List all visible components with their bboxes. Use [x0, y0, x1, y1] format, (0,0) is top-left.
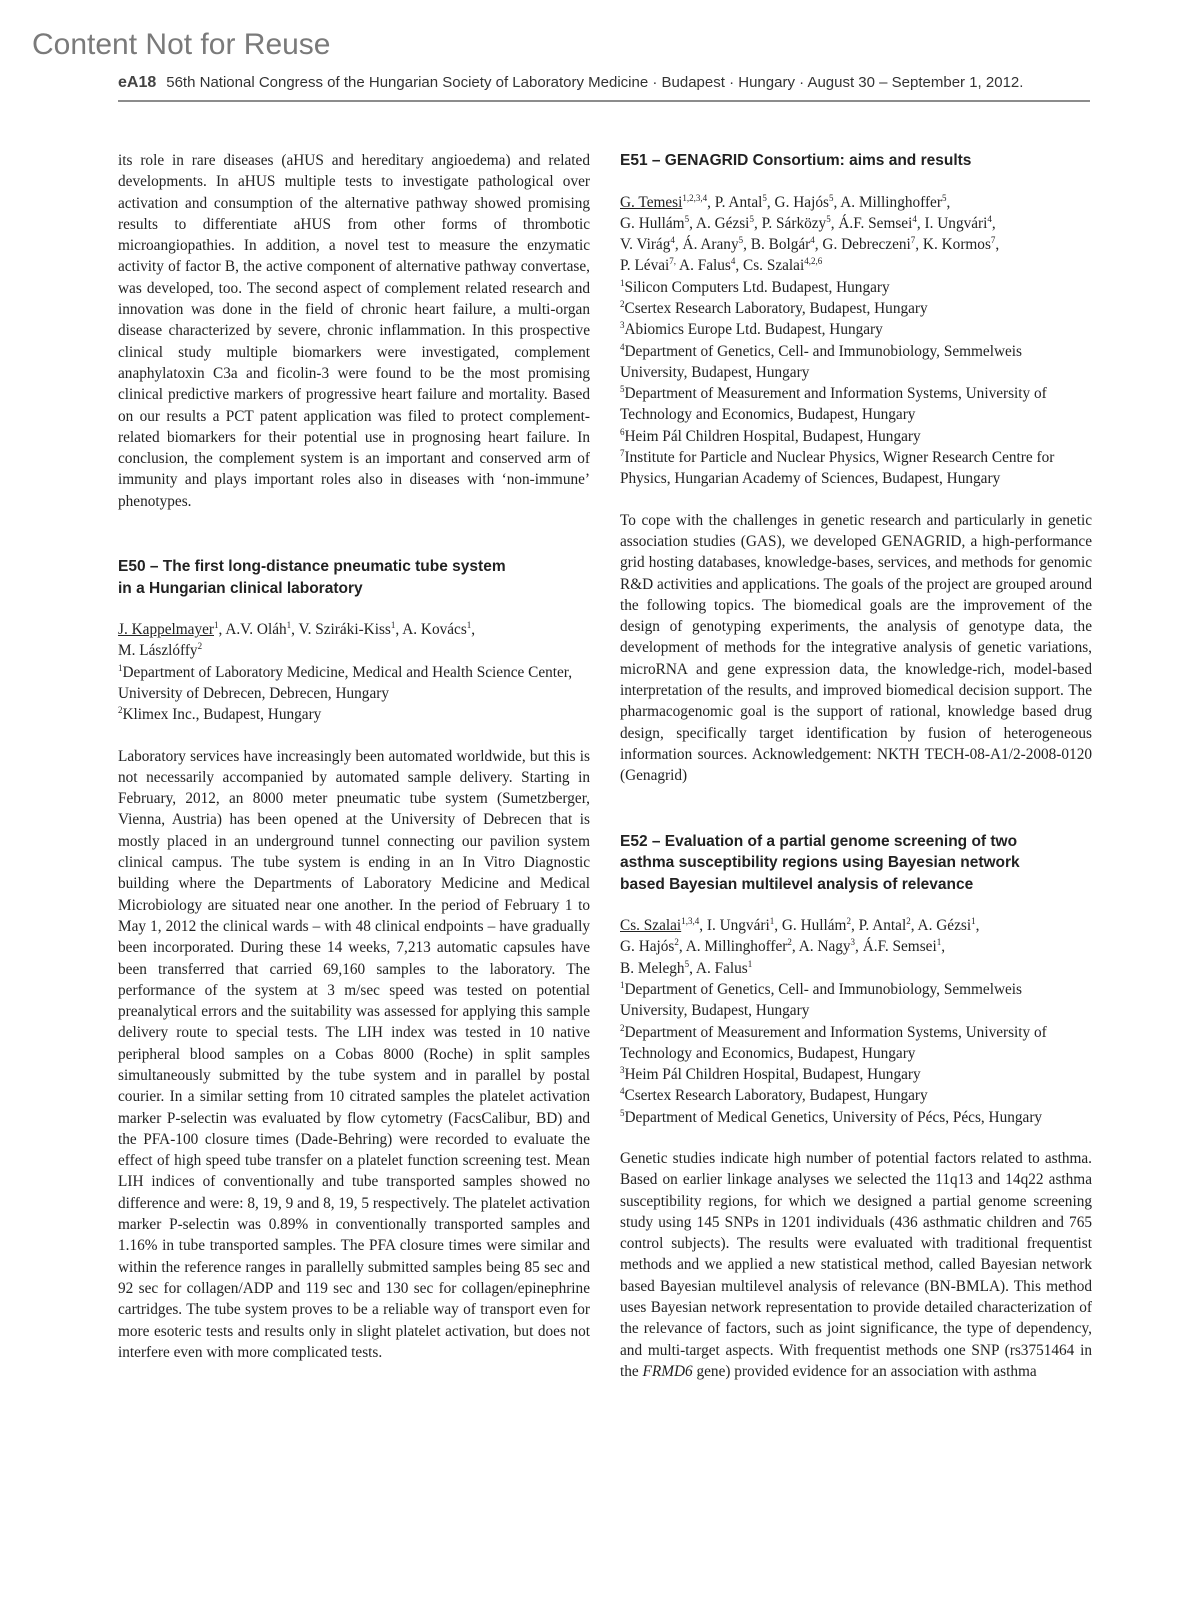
e52-body: Genetic studies indicate high number of potential factors related to asthma. Based on earlier linkage analyses we selected the 11q13 and 14q22 asthma susceptibility regions, for which we designed a partial genome screening study using 145 SNPs in 1201 individuals (436 asthmatic children and 765 control subjects). The results were evaluated with traditional frequentist methods and we applied a new statistical method, called Bayesian network based Bayesian multilevel analysis of relevance (BN-BMLA). This method uses Bayesian network representation to provide detailed characterization of the relevance of factors, such as joint significance, the type of dependency, and multi-target aspects. With frequentist methods one SNP (rs3751464 in the FRMD6 gene) provided evidence for an association with asthma: [620, 1149, 1092, 1380]
gene-name-frmd6: FRMD6: [642, 1362, 693, 1380]
abstract-e50: [118, 556, 590, 1363]
header-rule: [118, 100, 1090, 102]
running-header: [118, 74, 1090, 92]
abstract-e52: [620, 831, 1092, 1383]
page-code: eA18: [118, 74, 157, 91]
e50-authors: J. Kappelmayer$^1$, A.V. Oláh$^1$, V. Sziráki-Kiss$^1$, A. Kovács$^1$, M. Lászlóffy$^2$: [118, 619, 476, 660]
right-column: [620, 150, 1092, 1382]
e49-continuation-text: its role in rare diseases (aHUS and hereditary angioedema) and related developments. In aHUS multiple tests to investigate pathological over activation and consumption of the alternative pathway showed promising results to differentiate aHUS from other forms of thrombotic microangiopathies. In addition, a novel test to measure the enzymatic activity of factor B, the active component of alternative pathway convertase, was developed, too. The second aspect of complement related research and innovation was done in the field of chronic heart failure, a multi-organ disease characterized by severe, chronic inflammation. In this prospective clinical study multiple biomarkers were investigated, complement anaphylatoxin C3a and ficolin-3 were found to be the most promising clinical predictive markers of progressive heart failure and mortality. Based on our results a PCT patent application was filed to protect complement-related biomarkers for their potential use in prognosing heart failure. In conclusion, the complement system is an important and conserved arm of immunity and plays important roles also in diseases with ‘non-immune’ phenotypes.: [118, 152, 590, 510]
e52-authors: Cs. Szalai$^{1,3,4}$, I. Ungvári$^1$, G. Hullám$^2$, P. Antal$^2$, A. Gézsi$^1$, G. Hajós$^2$, A. Millinghoffer$^2$, A. Nagy$^3$, Á.F. Semsei$^1$, B. Melegh$^5$, A. Falus$^1$: [620, 915, 980, 977]
e50-body: Laboratory services have increasingly been automated worldwide, but this is not necessarily accompanied by automated sample delivery. Starting in February, 2012, an 8000 meter pneumatic tube system (Sumetzberger, Vienna, Austria) has been opened at the University of Debrecen that is mostly placed in an underground tunnel connecting our pavilion system clinical campus. The tube system is ending in an In Vitro Diagnostic building where the Departments of Laboratory Medicine and Medical Microbiology are situated near one another. In the period of February 1 to May 1, 2012 the clinical wards – with 48 clinical endpoints – have gradually been incorporated. During these 14 weeks, 7,213 automatic capsules have been transferred that carried 69,160 samples to the laboratory. The performance of the system at 3 m/sec speed was tested on potential preanalytical errors and the suitability was assessed for applying this sample delivery route to special tests. The LIH index was tested in 10 native peripheral blood samples on a Cobas 8000 (Roche) in split samples simultaneously submitted by the tube system and in parallel by postal courier. In a similar setting from 10 citrated samples the platelet activation marker P-selectin was evaluated by flow cytometry (FacsCalibur, BD) and the PFA-100 closure times (Dade-Behring) were recorded to evaluate the effect of high speed tube transfer on a platelet function screening test. Mean LIH indices of conventionally and tube transported samples showed no difference and were: 8, 19, 9 and 8, 19, 5 respectively. The platelet activation marker P-selectin was 0.89% in conventionally transported samples and 1.16% in tube transported samples. The PFA closure times were similar and within the reference ranges in parallelly submitted samples being 85 sec and 92 sec for collagen/ADP and 119 sec and 130 sec for collagen/epinephrine cartridges. The tube system proves to be a reliable way of transport even for more esoteric tests and results only in slight platelet activation, but does not interfere even with more complicated tests.: [118, 747, 590, 1361]
e50-affiliations: $^1$Department of Laboratory Medicine, Medical and Health Science Center, University of Debrecen, Debrecen, Hungary $^2$Klimex Inc., Budapest, Hungary: [118, 662, 573, 724]
e51-authors: G. Temesi$^{1,2,3,4}$, P. Antal$^5$, G. Hajós$^5$, A. Millinghoffer$^5$, G. Hullám$^5$, A. Gézsi$^5$, P. Sárközy$^5$, Á.F. Semsei$^4$, I. Ungvári$^4$, V. Virág$^4$, Á. Arany$^5$, B. Bolgár$^4$, G. Debreczeni$^7$, K. Kormos$^7$, P. Lévai$^{7,}$ A. Falus$^4$, Cs. Szalai$^{4,2,6}$: [620, 192, 1000, 275]
left-column: [118, 150, 590, 1363]
e52-affiliations: $^1$Department of Genetics, Cell- and Immunobiology, Semmelweis University, Budapest, Hungary $^2$Department of Measurement and Information Systems, University of Technology and Economics, Budapest, Hungary $^3$Heim Pál Children Hospital, Budapest, Hungary $^4$Csertex Research Laboratory, Budapest, Hungary $^5$Department of Medical Genetics, University of Pécs, Pécs, Hungary: [620, 979, 1047, 1126]
e51-affiliations: $^1$Silicon Computers Ltd. Budapest, Hungary $^2$Csertex Research Laboratory, Budapest, Hungary $^3$Abiomics Europe Ltd. Budapest, Hungary $^4$Department of Genetics, Cell- and Immunobiology, Semmelweis University, Budapest, Hungary $^5$Department of Measurement and Information Systems, University of Technology and Economics, Budapest, Hungary $^6$Heim Pál Children Hospital, Budapest, Hungary $^7$Institute for Particle and Nuclear Physics, Wigner Research Centre for Physics, Hungarian Academy of Sciences, Budapest, Hungary: [620, 277, 1055, 488]
e52-title: E52 – Evaluation of a partial genome screening of two asthma susceptibility regions using Bayesian network based Bayesian multilevel analysis of relevance: [620, 832, 1020, 893]
e51-title: E51 – GENAGRID Consortium: aims and results: [620, 152, 972, 169]
congress-title: 56th National Congress of the Hungarian Society of Laboratory Medicine · Budapest · Hungary · August 30 – September 1, 2012.: [166, 74, 1024, 91]
e51-body: To cope with the challenges in genetic research and particularly in genetic association studies (GAS), we developed GENAGRID, a high-performance grid hosting databases, knowledge-bases, services, and methods for genomic R&D activities and applications. The goals of the project are grouped around the following topics. The biomedical goals are the improvement of the design of genotyping experiments, the analysis of genotype data, the development of methods for the integrative analysis of genetic variations, microRNA and gene expression data, the knowledge-rich, model-based interpretation of the results, and improved biomedical decision support. The pharmacogenomic goal is the support of rational, knowledge based drug design, specifically target identification by fusion of heterogeneous information sources. Acknowledgement: NKTH TECH-08-A1/2-2008-0120 (Genagrid): [620, 511, 1092, 785]
watermark: Content Not for Reuse: [32, 28, 331, 61]
abstract-e51: [620, 150, 1092, 787]
e50-title: E50 – The first long-distance pneumatic tube system in a Hungarian clinical laboratory: [118, 558, 506, 597]
